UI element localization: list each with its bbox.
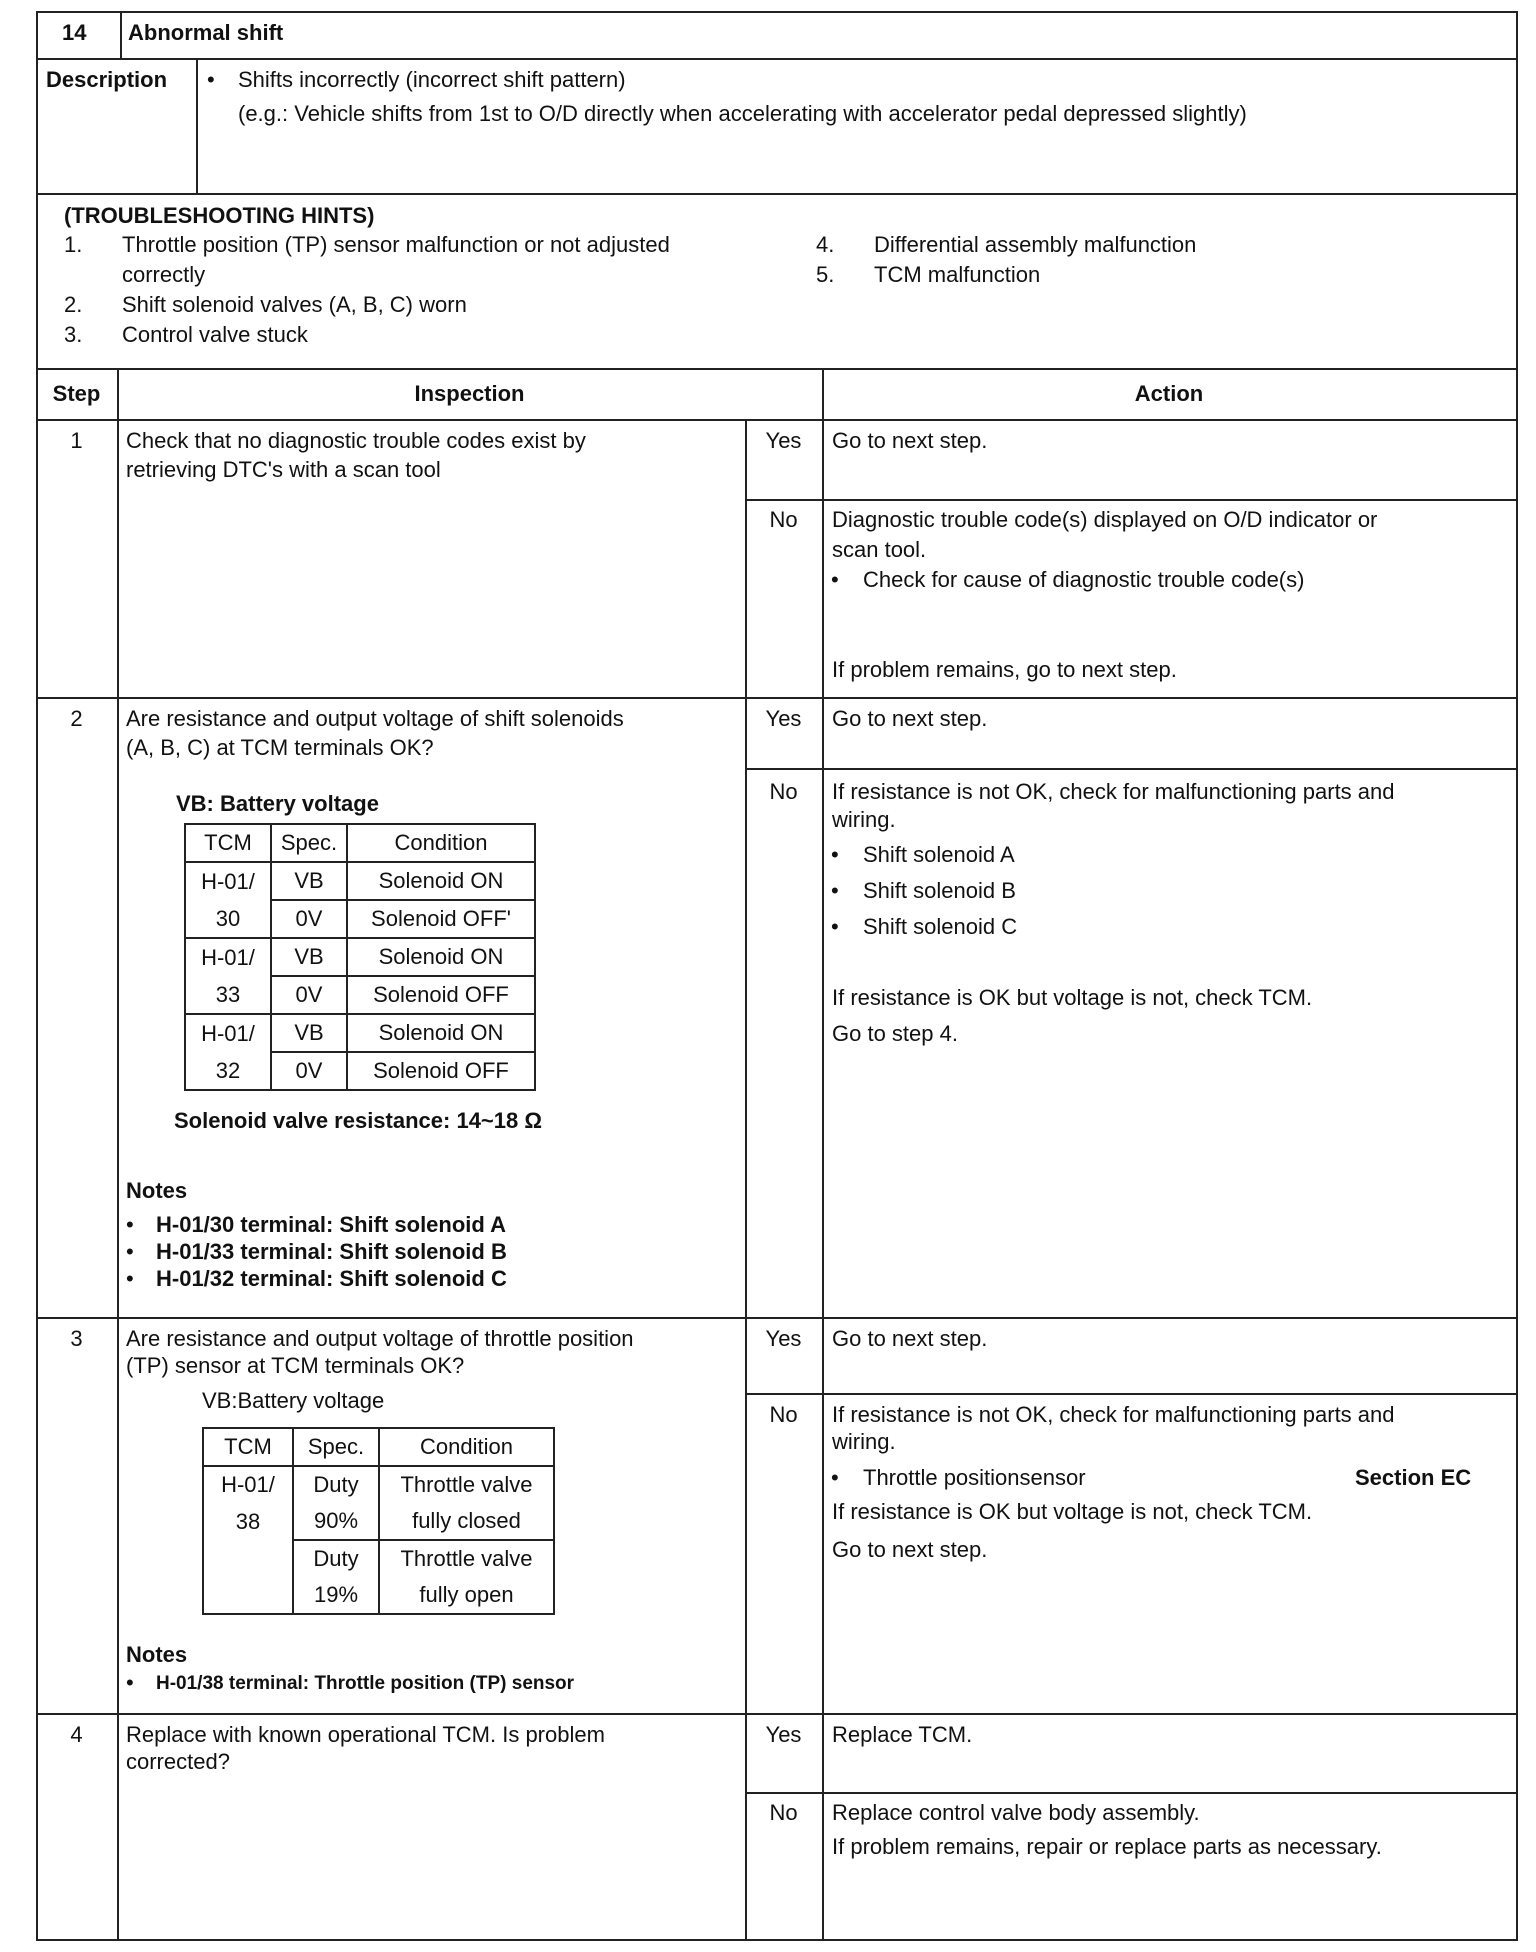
hint-text: TCM malfunction — [874, 262, 1041, 287]
column-header-action: Action — [1134, 381, 1204, 406]
notes-label: Notes — [126, 1178, 188, 1203]
yes-label: Yes — [765, 428, 802, 453]
hint-number: 4. — [816, 232, 835, 257]
table-cell: Solenoid OFF — [347, 1052, 535, 1090]
table-cell: 33 — [185, 976, 271, 1014]
notes-label: Notes — [126, 1642, 188, 1667]
note-item: H-01/33 terminal: Shift solenoid B — [156, 1239, 507, 1264]
inspection-text: Are resistance and output voltage of shift solenoids — [126, 706, 624, 731]
battery-voltage-label: VB:Battery voltage — [202, 1388, 385, 1413]
description-bullet: Shifts incorrectly (incorrect shift pattern) — [238, 67, 626, 92]
inspection-text: Check that no diagnostic trouble codes exist by — [126, 428, 586, 453]
table-cell: 30 — [185, 900, 271, 938]
table-cell: 38 — [203, 1503, 293, 1540]
column-header-step: Step — [52, 381, 101, 406]
table-row — [185, 900, 535, 938]
table-header: Condition — [347, 824, 535, 862]
no-action-text: Diagnostic trouble code(s) displayed on O/D indicator or — [832, 507, 1378, 532]
no-action-bullet: Shift solenoid A — [863, 842, 1015, 867]
no-action-bullet: Check for cause of diagnostic trouble code(s) — [863, 567, 1305, 592]
inspection-text: Replace with known operational TCM. Is problem — [126, 1722, 605, 1747]
table-row — [203, 1503, 554, 1540]
table-row — [185, 862, 535, 900]
table-cell: Duty — [293, 1540, 379, 1577]
inspection-text: retrieving DTC's with a scan tool — [126, 457, 441, 482]
table-row — [203, 1577, 554, 1614]
hint-text: Throttle position (TP) sensor malfunction or not adjusted — [122, 232, 670, 257]
no-action-text: If problem remains, repair or replace parts as necessary. — [832, 1834, 1382, 1859]
page-title: Abnormal shift — [128, 20, 284, 45]
hint-text: Differential assembly malfunction — [874, 232, 1197, 257]
table-header: TCM — [185, 824, 271, 862]
table-cell: Solenoid OFF — [347, 976, 535, 1014]
note-item: H-01/30 terminal: Shift solenoid A — [156, 1212, 507, 1237]
yes-action: Replace TCM. — [832, 1722, 973, 1747]
no-action-footer: Go to step 4. — [832, 1021, 958, 1046]
table-cell: VB — [271, 862, 347, 900]
hints-title: (TROUBLESHOOTING HINTS) — [64, 203, 375, 228]
description-example: (e.g.: Vehicle shifts from 1st to O/D directly when accelerating with accelerator pedal depressed slightly) — [238, 101, 1247, 126]
table-cell: Throttle valve — [379, 1466, 554, 1503]
table-row — [203, 1540, 554, 1577]
yes-action: Go to next step. — [832, 706, 988, 731]
step-number: 2 — [70, 706, 83, 731]
table-cell: H-01/ — [203, 1466, 293, 1503]
table-cell: Duty — [293, 1466, 379, 1503]
table-cell — [203, 1540, 293, 1577]
bullet-icon: • — [126, 1670, 134, 1695]
hint-text: Shift solenoid valves (A, B, C) worn — [122, 292, 467, 317]
inspection-text: corrected? — [126, 1749, 230, 1774]
bullet-icon: • — [207, 67, 215, 92]
table-cell: VB — [271, 938, 347, 976]
no-label: No — [769, 779, 798, 804]
note-item: H-01/32 terminal: Shift solenoid C — [156, 1266, 507, 1291]
table-cell: 19% — [293, 1577, 379, 1614]
no-label: No — [769, 507, 798, 532]
table-cell: fully closed — [379, 1503, 554, 1540]
solenoid-spec-table — [184, 823, 536, 1091]
table-row — [185, 1014, 535, 1052]
table-cell: Solenoid ON — [347, 862, 535, 900]
bullet-icon: • — [831, 878, 839, 903]
inspection-text: (A, B, C) at TCM terminals OK? — [126, 735, 434, 760]
no-action-footer: If resistance is OK but voltage is not, check TCM. — [832, 1499, 1313, 1524]
bullet-icon: • — [126, 1266, 134, 1291]
table-row — [185, 938, 535, 976]
step-number: 1 — [70, 428, 83, 453]
table-cell: H-01/ — [185, 862, 271, 900]
table-cell: 0V — [271, 976, 347, 1014]
hint-text: Control valve stuck — [122, 322, 308, 347]
procedure-number: 14 — [62, 20, 87, 45]
tp-sensor-spec-table — [202, 1427, 555, 1615]
no-action-text: wiring. — [832, 1429, 896, 1454]
no-action-text: scan tool. — [832, 537, 927, 562]
table-header: Spec. — [271, 824, 347, 862]
table-header-row — [203, 1428, 554, 1466]
note-item: H-01/38 terminal: Throttle position (TP) sensor — [156, 1673, 575, 1694]
table-row — [203, 1466, 554, 1503]
no-action-bullet: Shift solenoid C — [863, 914, 1018, 939]
section-reference: Section EC — [1355, 1465, 1472, 1490]
inspection-text: Are resistance and output voltage of throttle position — [126, 1326, 634, 1351]
bullet-icon: • — [831, 914, 839, 939]
no-label: No — [769, 1402, 798, 1427]
yes-label: Yes — [765, 1326, 802, 1351]
no-action-footer: If problem remains, go to next step. — [832, 657, 1177, 682]
inspection-text: (TP) sensor at TCM terminals OK? — [126, 1353, 465, 1378]
yes-label: Yes — [765, 1722, 802, 1747]
step-number: 4 — [70, 1722, 83, 1747]
bullet-icon: • — [126, 1239, 134, 1264]
table-cell: H-01/ — [185, 938, 271, 976]
table-cell: 32 — [185, 1052, 271, 1090]
no-action-text: wiring. — [832, 807, 896, 832]
table-cell — [203, 1577, 293, 1614]
table-row — [185, 1052, 535, 1090]
table-header: TCM — [203, 1428, 293, 1466]
table-cell: fully open — [379, 1577, 554, 1614]
hint-number: 3. — [64, 322, 83, 347]
resistance-spec: Solenoid valve resistance: 14~18 Ω — [174, 1108, 542, 1133]
table-row — [185, 976, 535, 1014]
battery-voltage-label: VB: Battery voltage — [176, 791, 379, 816]
yes-action: Go to next step. — [832, 428, 988, 453]
no-action-bullet: Shift solenoid B — [863, 878, 1016, 903]
step-number: 3 — [70, 1326, 83, 1351]
bullet-icon: • — [831, 567, 839, 592]
no-action-bullet: Throttle positionsensor — [863, 1465, 1086, 1490]
table-cell: Solenoid ON — [347, 938, 535, 976]
table-cell: 0V — [271, 1052, 347, 1090]
no-label: No — [769, 1800, 798, 1825]
hint-number: 2. — [64, 292, 83, 317]
no-action-text: If resistance is not OK, check for malfunctioning parts and — [832, 1402, 1395, 1427]
no-action-footer: Go to next step. — [832, 1537, 988, 1562]
table-header-row — [185, 824, 535, 862]
yes-action: Go to next step. — [832, 1326, 988, 1351]
hint-number: 1. — [64, 232, 83, 257]
table-cell: H-01/ — [185, 1014, 271, 1052]
table-cell: VB — [271, 1014, 347, 1052]
bullet-icon: • — [831, 842, 839, 867]
no-action-text: If resistance is not OK, check for malfunctioning parts and — [832, 779, 1395, 804]
table-cell: 90% — [293, 1503, 379, 1540]
description-label: Description — [46, 67, 168, 92]
table-cell: Solenoid OFF' — [347, 900, 535, 938]
no-action-footer: If resistance is OK but voltage is not, check TCM. — [832, 985, 1313, 1010]
hint-number: 5. — [816, 262, 835, 287]
bullet-icon: • — [831, 1465, 839, 1490]
column-header-inspection: Inspection — [414, 381, 525, 406]
table-cell: Throttle valve — [379, 1540, 554, 1577]
hint-text-cont: correctly — [122, 262, 206, 287]
table-header: Spec. — [293, 1428, 379, 1466]
table-cell: 0V — [271, 900, 347, 938]
bullet-icon: • — [126, 1212, 134, 1237]
yes-label: Yes — [765, 706, 802, 731]
table-header: Condition — [379, 1428, 554, 1466]
table-cell: Solenoid ON — [347, 1014, 535, 1052]
no-action-text: Replace control valve body assembly. — [832, 1800, 1200, 1825]
